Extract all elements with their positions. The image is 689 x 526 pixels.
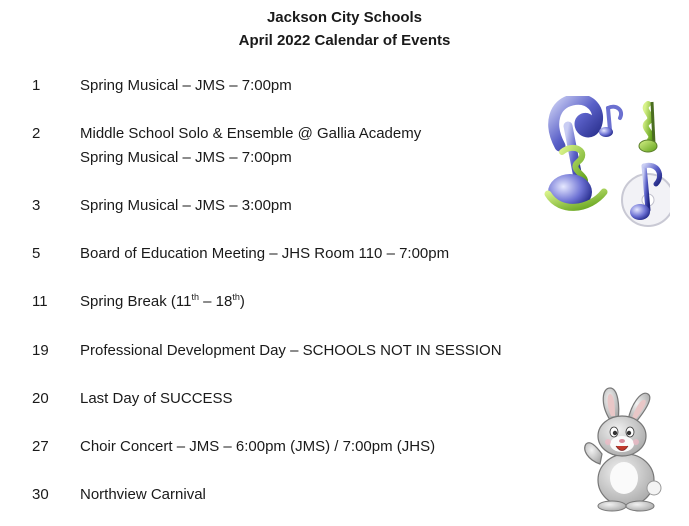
event-line: Last Day of SUCCESS (80, 390, 233, 407)
event-line: Spring Musical – JMS – 7:00pm (80, 77, 292, 94)
calendar-title: April 2022 Calendar of Events (238, 32, 451, 49)
event-description (80, 242, 449, 266)
event-description (80, 387, 233, 411)
spring-break-end: 18 (215, 293, 233, 310)
event-description (80, 74, 292, 98)
event-line: Spring Musical – JMS – 3:00pm (80, 197, 292, 214)
spring-break-prefix: Spring Break ( (80, 293, 176, 310)
event-description (80, 290, 245, 314)
event-day: 19 (32, 342, 49, 359)
event-day: 30 (32, 486, 49, 503)
event-day: 11 (32, 293, 48, 310)
event-line: Choir Concert – JMS – 6:00pm (JMS) / 7:00pm (JHS) (80, 438, 436, 455)
music-notes-icon (540, 96, 670, 230)
event-line: Spring Musical – JMS – 7:00pm (80, 149, 292, 166)
event-day: 5 (32, 245, 41, 262)
spring-break-dash: – (198, 293, 216, 310)
event-description (80, 435, 435, 459)
district-title: Jackson City Schools (266, 9, 423, 26)
spring-break-start: 11 (175, 293, 192, 310)
event-description (80, 339, 502, 363)
event-line: Northview Carnival (80, 486, 206, 503)
event-description (80, 122, 421, 170)
event-line: Professional Development Day – SCHOOLS NOT IN SESSION (80, 342, 502, 359)
event-description (80, 483, 206, 507)
event-day: 3 (32, 197, 41, 214)
event-day: 2 (32, 125, 41, 142)
ordinal-suffix: th (191, 292, 199, 302)
event-line (80, 290, 245, 314)
event-line: Board of Education Meeting – JHS Room 110 – 7:00pm (80, 245, 450, 262)
easter-bunny-icon (576, 384, 672, 512)
event-day: 1 (32, 77, 41, 94)
event-description (80, 194, 292, 218)
calendar-header (0, 6, 689, 52)
event-day: 27 (32, 438, 49, 455)
spring-break-suffix: ) (239, 293, 245, 310)
event-line: Middle School Solo & Ensemble @ Gallia Academy (80, 125, 422, 142)
ordinal-suffix: th (232, 292, 240, 302)
event-day: 20 (32, 390, 49, 407)
